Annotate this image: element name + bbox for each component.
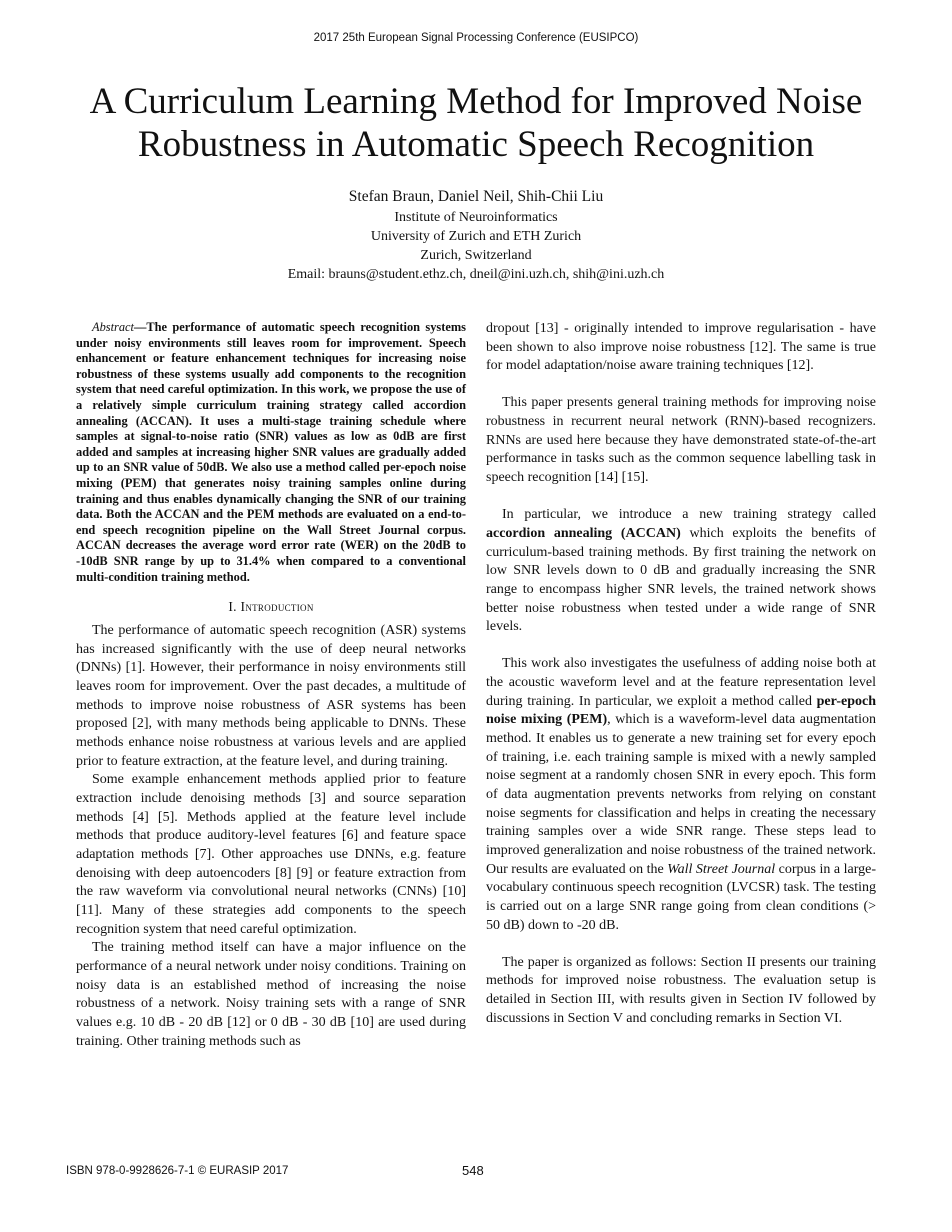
right-column: [486, 320, 876, 1028]
author-institute: Institute of Neuroinformatics: [394, 210, 558, 225]
author-university: University of Zurich and ETH Zurich: [370, 229, 582, 244]
title-line-1: A Curriculum Learning Method for Improved Noise: [89, 81, 863, 122]
intro-paragraph-5: This paper presents general training methods for improving noise robustness in recurrent neural network (RNN)-based recognizers. RNNs are used here because they have demonstrated state-of-the-art performance in tasks such as the common sequence labelling task in speech recognition [14] [15].: [486, 395, 876, 486]
p6-pre: In particular, we introduce a new training strategy called: [502, 507, 876, 523]
p7-post: corpus in a large-vocabulary continuous speech recognition (LVCSR) task. The testing is carried out on a large SNR range going from clean conditions (> 50 dB) down to -20 dB.: [486, 861, 876, 933]
abstract: [76, 320, 466, 585]
intro-paragraph-4: dropout [13] - originally intended to improve regularisation - have been shown to also improve noise robustness [12]. The same is true for model adaptation/noise aware training techniques [12].: [486, 321, 876, 374]
author-email: Email: brauns@student.ethz.ch, dneil@ini.uzh.ch, shih@ini.uzh.ch: [287, 267, 665, 282]
p6-post: which exploits the benefits of curriculum-based training methods. By first training the network on low SNR levels down to 0 dB and gradually increasing the SNR range to encompass higher SNR levels, the trained network shows better noise robustness when tested under a wide range of SNR levels.: [486, 525, 876, 635]
intro-paragraph-2: Some example enhancement methods applied prior to feature extraction include denoising methods [3] and source separation methods [4] [5]. Methods applied at the feature level include methods that produce auditory-level features [6] and feature space adaptation methods [7]. Other approaches use DNNs, e.g. feature denoising with deep autoencoders [8] [9] or feature extraction from the raw waveform via convolutional neural networks (CNNs) [10] [11]. Many of these strategies add components to the speech recognition system that need careful optimization.: [76, 772, 466, 937]
intro-paragraph-6: [486, 506, 876, 637]
p7-pre: This work also investigates the usefulness of adding noise both at the acoustic waveform level and at the feature representation level during training. In particular, we exploit a method called: [486, 656, 876, 709]
title-line-2: Robustness in Automatic Speech Recognition: [137, 124, 815, 165]
author-names: Stefan Braun, Daniel Neil, Shih-Chii Liu: [348, 188, 604, 205]
section-heading-introduction: [76, 599, 466, 615]
paper-title: [60, 80, 892, 166]
page-number: 548: [462, 1163, 484, 1178]
section-number: I.: [228, 599, 237, 615]
section-title: Introduction: [240, 599, 314, 615]
author-location: Zurich, Switzerland: [420, 248, 532, 263]
abstract-lead: Abstract: [92, 320, 134, 334]
abstract-text: —The performance of automatic speech recognition systems under noisy environments still leaves room for improvement. Speech enhancement or feature enhancement techniques for increasing noise robustness of these systems usually add components to the recognition system that need careful optimization. In this work, we propose the use of a relatively simple curriculum training strategy called accordion annealing (ACCAN). It uses a multi-stage training schedule where samples at signal-to-noise ratio (SNR) values as low as 0dB are first added and samples at increasing higher SNR values are gradually added up to an SNR value of 50dB. We also use a method called per-epoch noise mixing (PEM) that generates noisy training samples online during training and thus enables dynamically changing the SNR of our training data. Both the ACCAN and the PEM methods are evaluated on a end-to-end speech recognition pipeline on the Wall Street Journal corpus. ACCAN decreases the average word error rate (WER) on the 20dB to -10dB SNR range by up to 31.4% when compared to a conventional multi-condition training method.: [76, 320, 466, 584]
left-column: [76, 320, 466, 1051]
isbn-footer: ISBN 978-0-9928626-7-1 © EURASIP 2017: [66, 1165, 289, 1177]
accan-term: accordion annealing (ACCAN): [486, 525, 681, 541]
wsj-term: Wall Street Journal: [667, 861, 776, 877]
intro-paragraph-7: [486, 655, 876, 935]
p7-mid: , which is a waveform-level data augmentation method. It enables us to generate a new training set for every epoch of training, i.e. each training sample is mixed with a newly sampled noise segment at a randomly chosen SNR in every epoch. This form of data augmentation prevents networks from relying on constant noise segments for classification and helps in creating the necessary training samples over a wide SNR range. These steps lead to improved generalization and noise robustness of the trained network. Our results are evaluated on the: [486, 712, 877, 877]
intro-paragraph-1: The performance of automatic speech recognition (ASR) systems has increased significantly with the use of deep neural networks (DNNs) [1]. However, their performance in noisy environments still leaves room for improvement. Over the past decades, a multitude of methods to improve noise robustness of ASR systems has been proposed [2], with many methods being applicable to DNNs. These methods enhance noise robustness at various levels and are applied prior to feature extraction, at the feature level, and during training.: [76, 623, 466, 769]
pem-term: per-epoch noise mixing (PEM): [486, 693, 876, 728]
intro-paragraph-3: The training method itself can have a major influence on the performance of a neural network under noisy conditions. Training on noisy data is an established method of increasing the noise robustness of a network. Noisy training sets with a range of SNR values e.g. 10 dB - 20 dB [12] or 0 dB - 30 dB [10] are used during training. Other training methods such as: [76, 940, 466, 1049]
conference-header: 2017 25th European Signal Processing Conference (EUSIPCO): [313, 32, 639, 44]
intro-paragraph-8: The paper is organized as follows: Section II presents our training methods for improved noise robustness. The evaluation setup is detailed in Section III, with results given in Section IV followed by discussions in Section V and concluding remarks in Section VI.: [486, 954, 876, 1026]
